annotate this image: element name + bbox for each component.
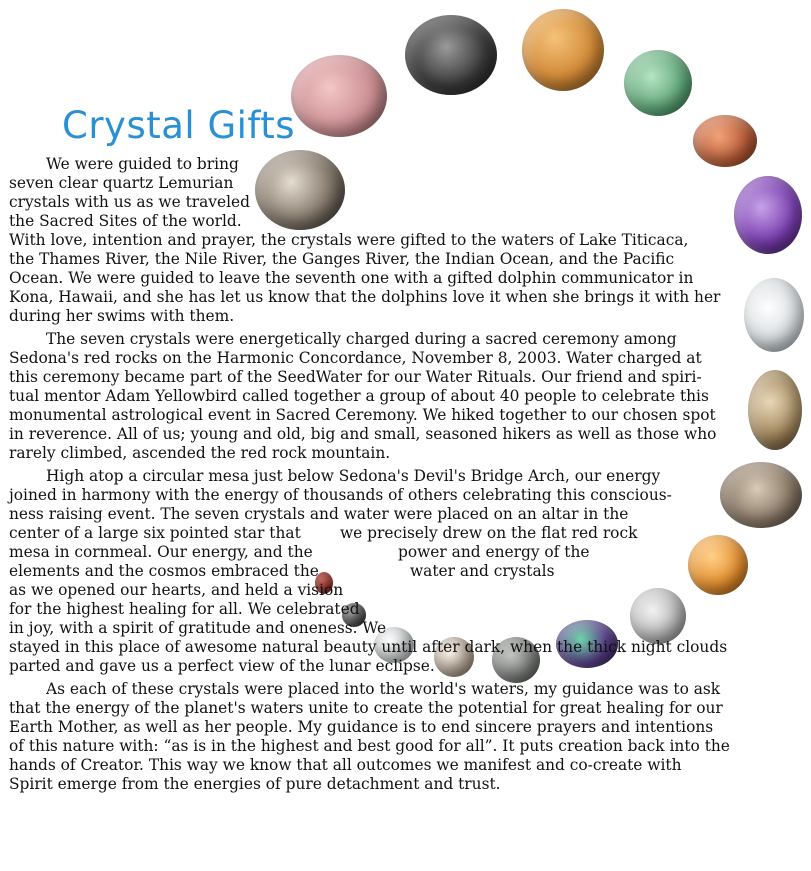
text-line: ness raising event. The seven crystals and water were placed on an altar in the [9, 505, 629, 523]
text-line: elements and the cosmos embraced the [9, 562, 319, 580]
text-line: monumental astrological event in Sacred Ceremony. We hiked together to our chosen spot [9, 406, 716, 424]
text-line: rarely climbed, ascended the red rock mountain. [9, 444, 391, 462]
text-line: hands of Creator. This way we know that all outcomes we manifest and co-create with [9, 756, 682, 774]
text-line: Sedona's red rocks on the Harmonic Concordance, November 8, 2003. Water charged at [9, 349, 702, 367]
text-line: seven clear quartz Lemurian [9, 174, 234, 192]
aventurine-image [624, 50, 692, 116]
amethyst-image [734, 176, 802, 254]
text-line: crystals with us as we traveled [9, 193, 250, 211]
text-line: for the highest healing for all. We celebrated [9, 600, 360, 618]
text-line: power and energy of the [398, 543, 590, 561]
text-line: Kona, Hawaii, and she has let us know that the dolphins love it when she brings it with her [9, 288, 721, 306]
rutilated-quartz-image [748, 370, 802, 450]
text-line: joined in harmony with the energy of thousands of others celebrating this conscious- [9, 486, 672, 504]
text-line: The seven crystals were energetically charged during a sacred ceremony among [46, 330, 677, 348]
text-line: during her swims with them. [9, 307, 235, 325]
text-line: as we opened our hearts, and held a vision [9, 581, 344, 599]
text-line: the Sacred Sites of the world. [9, 212, 242, 230]
text-line: water and crystals [410, 562, 555, 580]
selenite-image [630, 588, 686, 644]
text-line: in joy, with a spirit of gratitude and oneness. We [9, 619, 387, 637]
text-line: tual mentor Adam Yellowbird called together a group of about 40 people to celebrate this [9, 387, 709, 405]
rose-quartz-image [291, 55, 387, 137]
text-line: We were guided to bring [46, 155, 239, 173]
smoky-quartz-image [720, 462, 802, 528]
text-line: that the energy of the planet's waters unite to create the potential for great healing for our [9, 699, 723, 717]
text-line: mesa in cornmeal. Our energy, and the [9, 543, 313, 561]
text-line: the Thames River, the Nile River, the Ganges River, the Indian Ocean, and the Pacific [9, 250, 675, 268]
text-line: Ocean. We were guided to leave the seventh one with a gifted dolphin communicator in [9, 269, 694, 287]
smoky-obsidian-image [405, 15, 497, 95]
text-line: center of a large six pointed star that [9, 524, 301, 542]
lemurian-quartz-image [255, 150, 345, 230]
text-line: of this nature with: “as is in the highest and best good for all”. It puts creation back into the [9, 737, 730, 755]
text-line: With love, intention and prayer, the crystals were gifted to the waters of Lake Titicaca, [9, 231, 689, 249]
text-line: in reverence. All of us; young and old, big and small, seasoned hikers as well as those who [9, 425, 717, 443]
carnelian-chips-image [693, 115, 757, 167]
text-line: High atop a circular mesa just below Sedona's Devil's Bridge Arch, our energy [46, 467, 661, 485]
text-line: this ceremony became part of the SeedWater for our Water Rituals. Our friend and spiri- [9, 368, 702, 386]
text-line: parted and gave us a perfect view of the lunar eclipse. [9, 657, 435, 675]
text-line: stayed in this place of awesome natural beauty until after dark, when the thick night clouds [9, 638, 728, 656]
amber-calcite-image [522, 9, 604, 91]
page-title: Crystal Gifts [62, 104, 296, 147]
text-line: As each of these crystals were placed into the world's waters, my guidance was to ask [46, 680, 721, 698]
text-line: Spirit emerge from the energies of pure detachment and trust. [9, 775, 501, 793]
text-line: Earth Mother, as well as her people. My guidance is to end sincere prayers and intentions [9, 718, 714, 736]
clear-quartz-cluster-image [744, 278, 804, 352]
text-line: we precisely drew on the flat red rock [340, 524, 638, 542]
orange-calcite-image [688, 535, 748, 595]
